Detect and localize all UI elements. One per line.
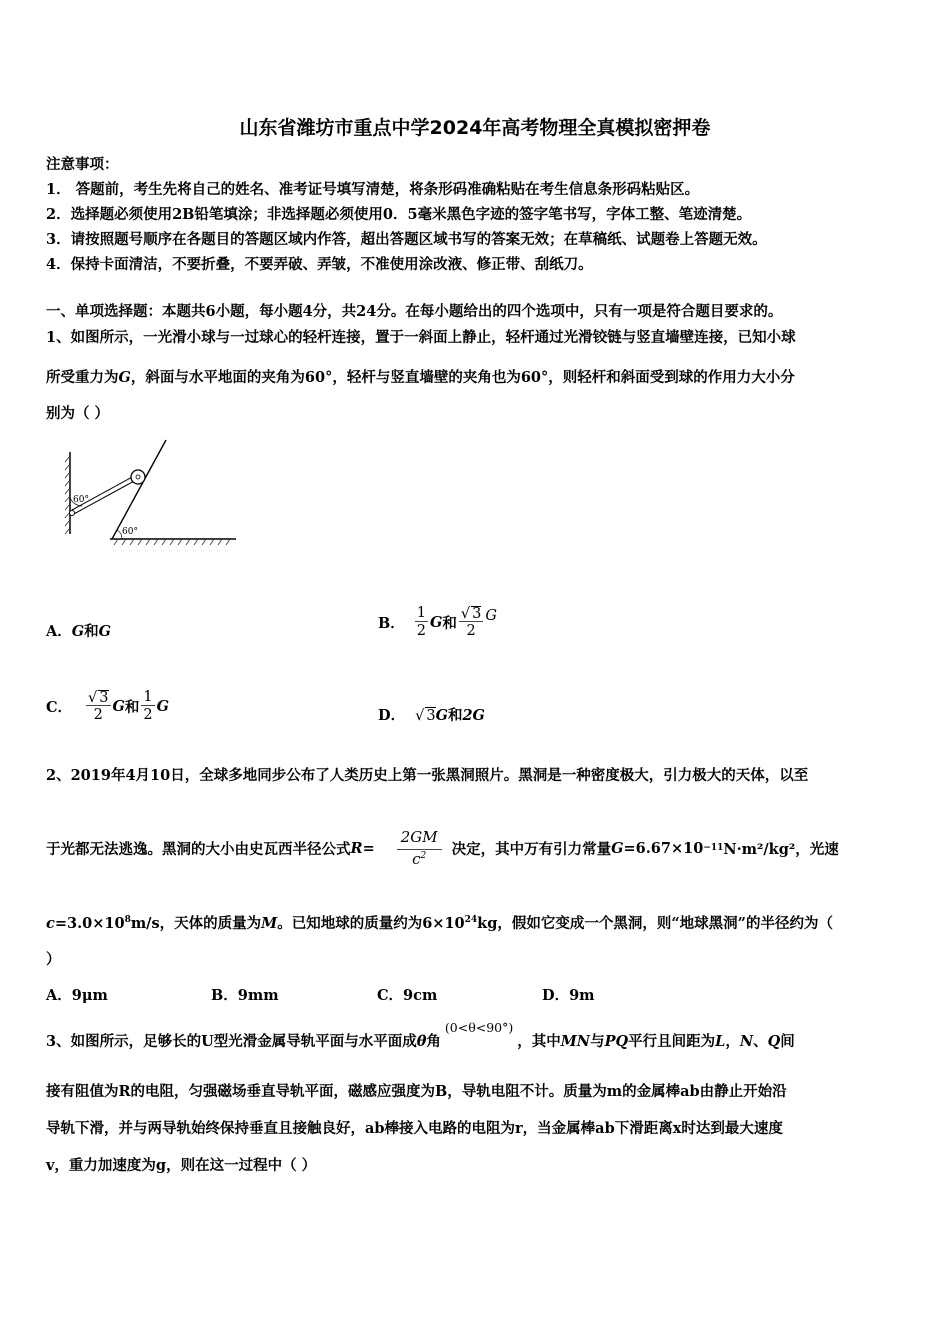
page-title: 山东省潍坊市重点中学2024年高考物理全真模拟密押卷 xyxy=(239,117,711,139)
q1-text: 所受重力为G，斜面与水平地面的夹角为60°，轻杆与竖直墙壁的夹角也为60°，则轻杆和斜面受到球的作用力大小分 xyxy=(46,369,795,386)
q1-text: 1、如图所示，一光滑小球与一过球心的轻杆连接，置于一斜面上静止，轻杆通过光滑铰链与竖直墙壁连接，已知小球 xyxy=(46,329,796,346)
option-d[interactable]: D．9m xyxy=(542,987,595,1004)
notice-heading: 注意事项： xyxy=(46,156,119,173)
q2-text: $c=3.0\times 10^8m/s$，天体的质量为M。已知地球的质量约为$6\times 10^{24}kg$，假如它变成一个黑洞，则“地球黑洞”的半径约为（ xyxy=(46,915,834,932)
notice-item: 1． 答题前，考生先将自己的姓名、准考证号填写清楚，将条形码准确粘贴在考生信息条形码粘贴区。 xyxy=(46,181,700,198)
q1-figure xyxy=(60,436,240,548)
section-heading: 一、单项选择题：本题共6小题，每小题4分，共24分。在每小题给出的四个选项中，只有一项是符合题目要求的。 xyxy=(46,303,783,320)
fraction: $\frac{1}{2}$ xyxy=(143,689,153,723)
q2-text: ） xyxy=(46,951,61,968)
option-a[interactable]: A．9μm xyxy=(46,987,108,1004)
q3-text: 3、如图所示，足够长的U型光滑金属导轨平面与水平面成θ角(0<θ<90°)，其中MN与PQ平行且间距为L，N、Q间 xyxy=(46,1020,795,1050)
option-c[interactable]: C． $\frac{√ 3}{2}$ G 和 $\frac{1}{2}$ G xyxy=(46,689,170,723)
q3-text: v，重力加速度为g，则在这一过程中（ ） xyxy=(46,1157,317,1174)
q2-text: 2、2019年4月10日，全球多地同步公布了人类历史上第一张黑洞照片。黑洞是一种密度极大，引力极大的天体，以至 xyxy=(46,767,809,784)
q3-text: 导轨下滑，并与两导轨始终保持垂直且接触良好，ab棒接入电路的电阻为r，当金属棒ab下滑距离x时达到最大速度 xyxy=(46,1120,783,1137)
var-g: G xyxy=(118,369,131,386)
q2-text: 于光都无法逃逸。黑洞的大小由史瓦西半径公式 R = $\frac{2GM}{c^2}$ 决定，其中万有引力常量 G =6.67×10 −11 N·m²/kg²，光速 xyxy=(46,827,839,868)
fraction: $\frac{√ 3}{2}$ xyxy=(460,605,482,639)
schwarzschild-formula: $\frac{2GM}{c^2}$ xyxy=(397,830,442,867)
fraction: $\frac{1}{2}$ xyxy=(416,605,426,639)
option-d[interactable]: D． √ 3G和2G xyxy=(378,707,485,724)
option-c[interactable]: C．9cm xyxy=(377,987,438,1004)
q1-text: 别为（ ） xyxy=(46,405,110,422)
angle-label: 60° xyxy=(73,495,89,505)
fraction: $\frac{√ 3}{2}$ xyxy=(88,689,109,723)
notice-item: 3．请按照题号顺序在各题目的答题区域内作答，超出答题区域书写的答案无效；在草稿纸、试题卷上答题无效。 xyxy=(46,231,767,248)
q3-text: 接有阻值为R的电阻，匀强磁场垂直导轨平面，磁感应强度为B，导轨电阻不计。质量为m的金属棒ab由静止开始沿 xyxy=(46,1083,787,1100)
notice-item: 4．保持卡面清洁，不要折叠，不要弄破、弄皱，不准使用涂改液、修正带、刮纸刀。 xyxy=(46,256,593,273)
option-b[interactable]: B． $\frac{1}{2}$ G 和 $\frac{√ 3}{2}$ G xyxy=(378,605,497,639)
angle-range: (0<θ<90°) xyxy=(444,1020,514,1035)
option-b[interactable]: B．9mm xyxy=(211,987,279,1004)
angle-label: 60° xyxy=(122,527,138,537)
notice-item: 2．选择题必须使用2B铅笔填涂；非选择题必须使用0．5毫米黑色字迹的签字笔书写，字体工整、笔迹清楚。 xyxy=(46,206,752,223)
option-a[interactable]: A．G和G xyxy=(46,623,112,640)
